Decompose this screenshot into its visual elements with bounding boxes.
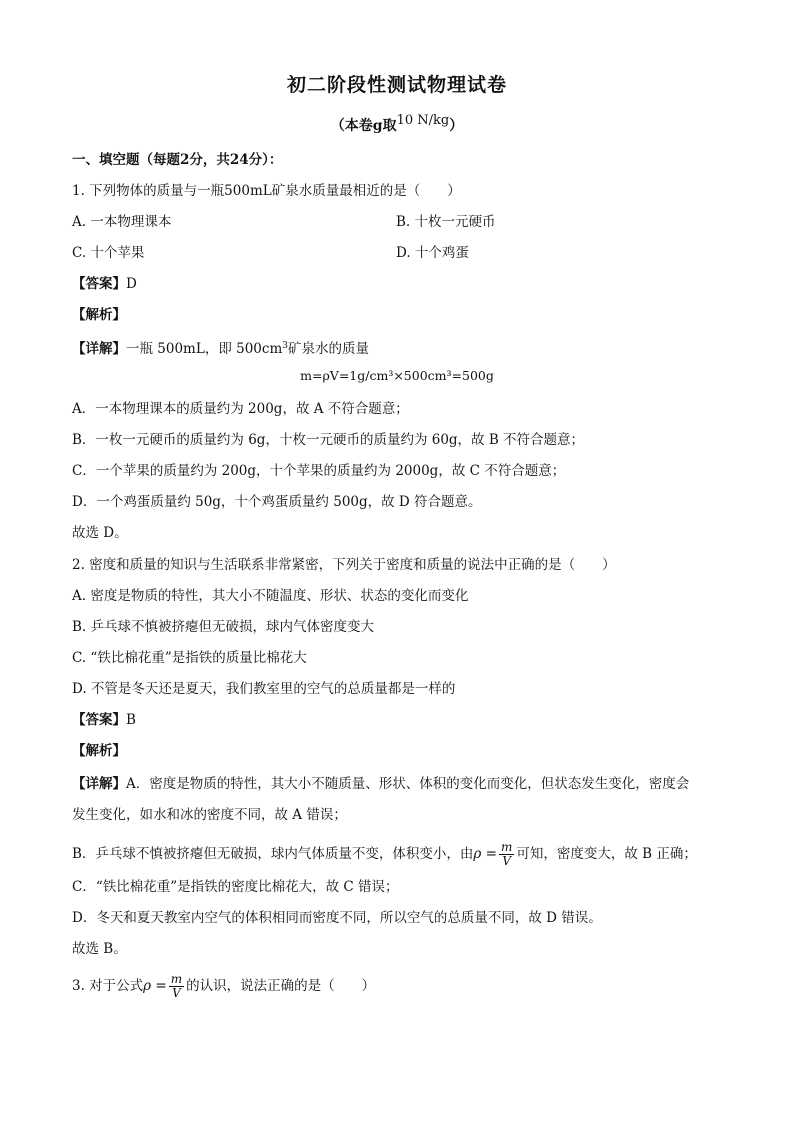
q1-detail-text-a: 一瓶 500mL，即 500cm	[126, 341, 283, 357]
q2-conclusion: 故选 B。	[72, 941, 127, 957]
q2-analysis-tag: 【解析】	[72, 743, 126, 759]
q2-detail-d: D．冬天和夏天教室内空气的体积相同而密度不同，所以空气的总质量不同，故 D 错误。	[72, 910, 602, 926]
q1-detail	[72, 336, 369, 359]
q2-answer	[72, 710, 136, 730]
subtitle-value: 10 N/kg	[396, 113, 450, 128]
q2-detail-b-numerator: m	[500, 840, 513, 854]
q1-answer-tag: 【答案】	[72, 276, 126, 292]
q1-analysis-tag: 【解析】	[72, 307, 126, 323]
q1-option-c: C. 十个苹果	[72, 245, 145, 261]
q2-detail-b-fraction	[499, 841, 514, 868]
q2-answer-tag: 【答案】	[72, 712, 126, 728]
q2-option-b: B. 乒乓球不慎被挤瘪但无破损，球内气体密度变大	[72, 619, 375, 635]
q1-option-a: A. 一本物理课本	[72, 214, 172, 230]
q1-line-c: C．一个苹果的质量约为 200g，十个苹果的质量约为 2000g，故 C 不符合题意；	[72, 463, 566, 479]
q2-detail-a1-text: A．密度是物质的特性，其大小不随质量、形状、体积的变化而变化，但状态发生变化，密度会	[126, 776, 690, 792]
q2-detail-a2: 发生变化，如水和冰的密度不同，故 A 错误；	[72, 807, 347, 823]
q1-option-b: B. 十枚一元硬币	[396, 214, 496, 230]
subtitle-prefix: （本卷g取	[330, 118, 397, 134]
q2-detail-tag: 【详解】	[72, 776, 126, 792]
page-title: 初二阶段性测试物理试卷	[286, 74, 507, 96]
q1-detail-text-b: 矿泉水的质量	[287, 341, 369, 357]
q1-line-d: D．一个鸡蛋质量约 50g，十个鸡蛋质量约 500g，故 D 符合题意。	[72, 494, 482, 510]
q1-option-d: D. 十个鸡蛋	[396, 245, 469, 261]
q1-line-a: A．一本物理课本的质量约为 200g，故 A 不符合题意；	[72, 401, 409, 417]
q1-detail-sup: 3	[282, 341, 288, 351]
q3-stem	[72, 971, 375, 1001]
q3-fraction	[169, 973, 184, 1000]
q1-conclusion: 故选 D。	[72, 525, 128, 541]
q3-numerator: m	[170, 972, 183, 986]
q1-answer-value: D	[126, 276, 137, 292]
q2-stem: 2. 密度和质量的知识与生活联系非常紧密，下列关于密度和质量的说法中正确的是（ ）	[72, 557, 616, 573]
q3-stem-pre: 3. 对于公式	[72, 978, 144, 994]
q2-detail-b-rho: ρ =	[473, 846, 497, 862]
q3-stem-post: 的认识，说法正确的是（ ）	[186, 978, 376, 994]
q2-detail-b-post: 可知，密度变大，故 B 正确；	[516, 846, 697, 862]
q2-detail-b-pre: B．乒乓球不慎被挤瘪但无破损，球内气体质量不变，体积变小，由	[72, 846, 474, 862]
q2-detail-b-denominator: V	[502, 854, 511, 868]
q3-denominator: V	[172, 986, 181, 1000]
q1-answer	[72, 274, 137, 294]
q2-option-d: D. 不管是冬天还是夏天，我们教室里的空气的总质量都是一样的	[72, 681, 456, 697]
q2-detail-c: C．“铁比棉花重”是指铁的密度比棉花大，故 C 错误；	[72, 879, 399, 895]
q2-option-a: A. 密度是物质的特性，其大小不随温度、形状、状态的变化而变化	[72, 588, 469, 604]
q2-answer-value: B	[126, 712, 136, 728]
page-subtitle	[0, 113, 794, 135]
q1-formula: m=ρV=1g/cm³×500cm³=500g	[300, 368, 494, 383]
q1-stem: 1. 下列物体的质量与一瓶500mL矿泉水质量最相近的是（ ）	[72, 183, 461, 199]
q3-rho: ρ =	[143, 978, 167, 994]
subtitle-suffix: ）	[449, 118, 464, 134]
q1-detail-tag: 【详解】	[72, 341, 126, 357]
q2-option-c: C. “铁比棉花重”是指铁的质量比棉花大	[72, 650, 307, 666]
q2-detail-a1	[72, 774, 689, 794]
q1-line-b: B．一枚一元硬币的质量约为 6g，十枚一元硬币的质量约为 60g，故 B 不符合题意；	[72, 432, 585, 448]
q2-detail-b	[72, 839, 697, 869]
section-heading: 一、填空题（每题2分，共24分）：	[72, 152, 283, 168]
